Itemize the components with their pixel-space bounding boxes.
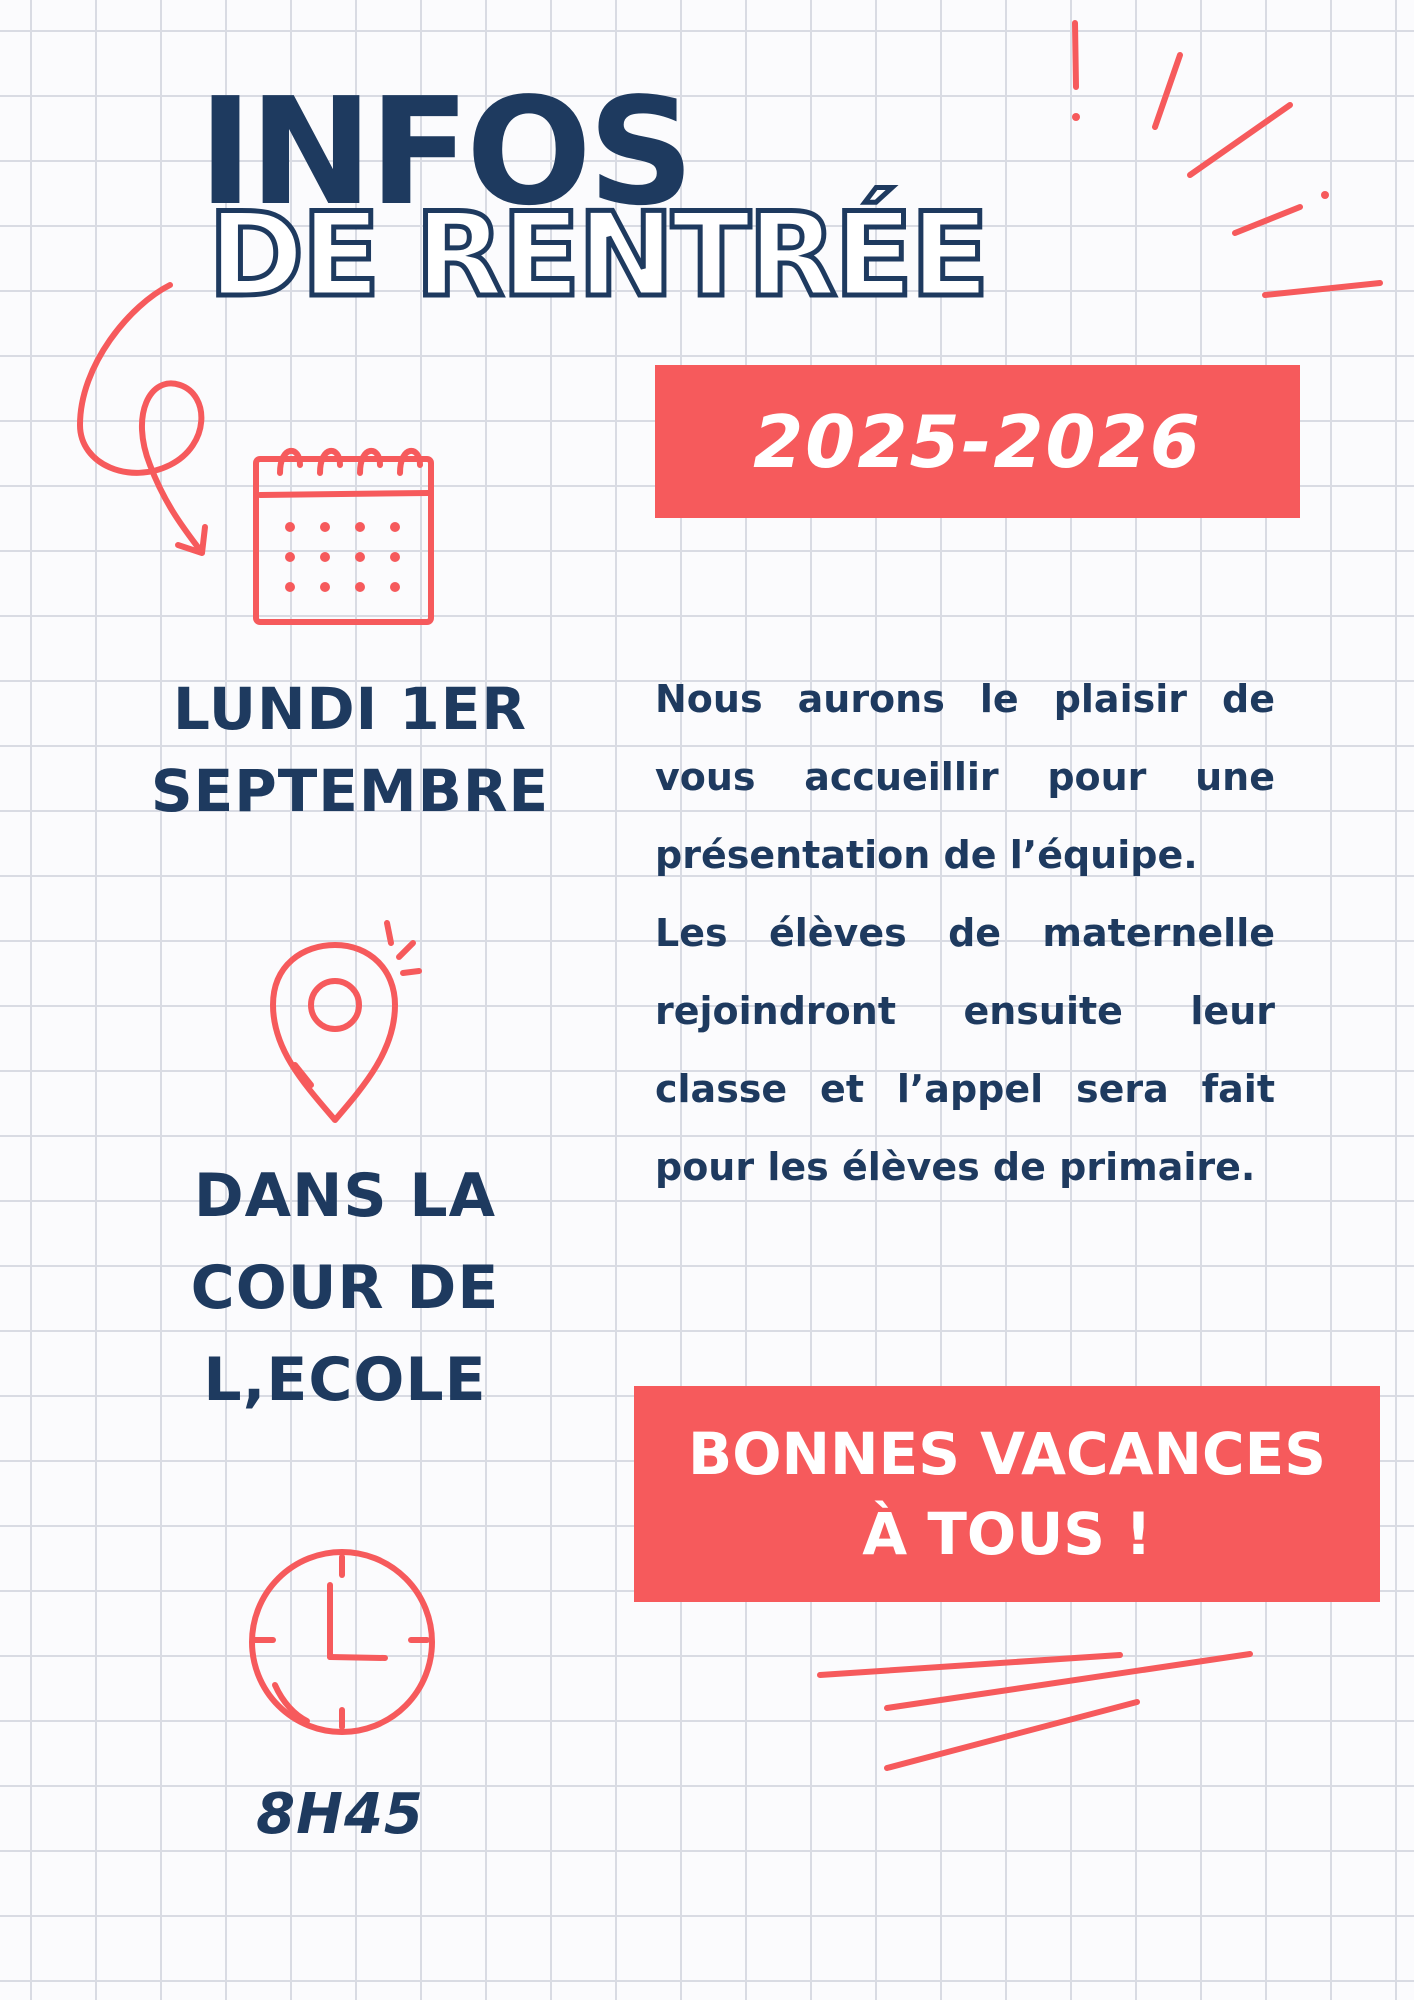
event-place xyxy=(170,1150,520,1426)
event-date xyxy=(150,668,550,832)
farewell-banner xyxy=(634,1386,1380,1602)
event-time: 8H45 xyxy=(256,1782,424,1847)
event-place-line3: L,ECOLE xyxy=(203,1345,487,1415)
year-banner xyxy=(655,365,1300,518)
event-date-line1: LUNDI 1ER xyxy=(172,675,528,743)
farewell-line2: À TOUS ! xyxy=(862,1500,1152,1568)
school-year: 2025-2026 xyxy=(753,399,1202,484)
event-place-line1: DANS LA xyxy=(193,1161,497,1231)
farewell-message xyxy=(688,1414,1326,1574)
curly-arrow-icon xyxy=(70,275,240,565)
calendar-icon xyxy=(250,435,440,630)
event-place-line2: COUR DE xyxy=(190,1253,500,1323)
burst-lines-icon xyxy=(1060,15,1390,305)
title-infos: INFOS xyxy=(198,66,691,238)
clock-icon xyxy=(245,1545,440,1740)
farewell-line1: BONNES VACANCES xyxy=(688,1420,1326,1488)
location-pin-icon xyxy=(265,915,425,1125)
event-description xyxy=(655,660,1275,1206)
underline-strokes-icon xyxy=(815,1640,1255,1780)
event-date-line2: SEPTEMBRE xyxy=(150,757,550,825)
title-de-rentree: DE RENTRÉE xyxy=(208,188,987,323)
description-paragraph-1: Nous aurons le plaisir de vous accueillir pour une présentation de l’équipe. xyxy=(655,677,1275,877)
description-paragraph-2: Les élèves de maternelle rejoindront ensuite leur classe et l’appel sera fait pour les élèves de primaire. xyxy=(655,911,1275,1189)
